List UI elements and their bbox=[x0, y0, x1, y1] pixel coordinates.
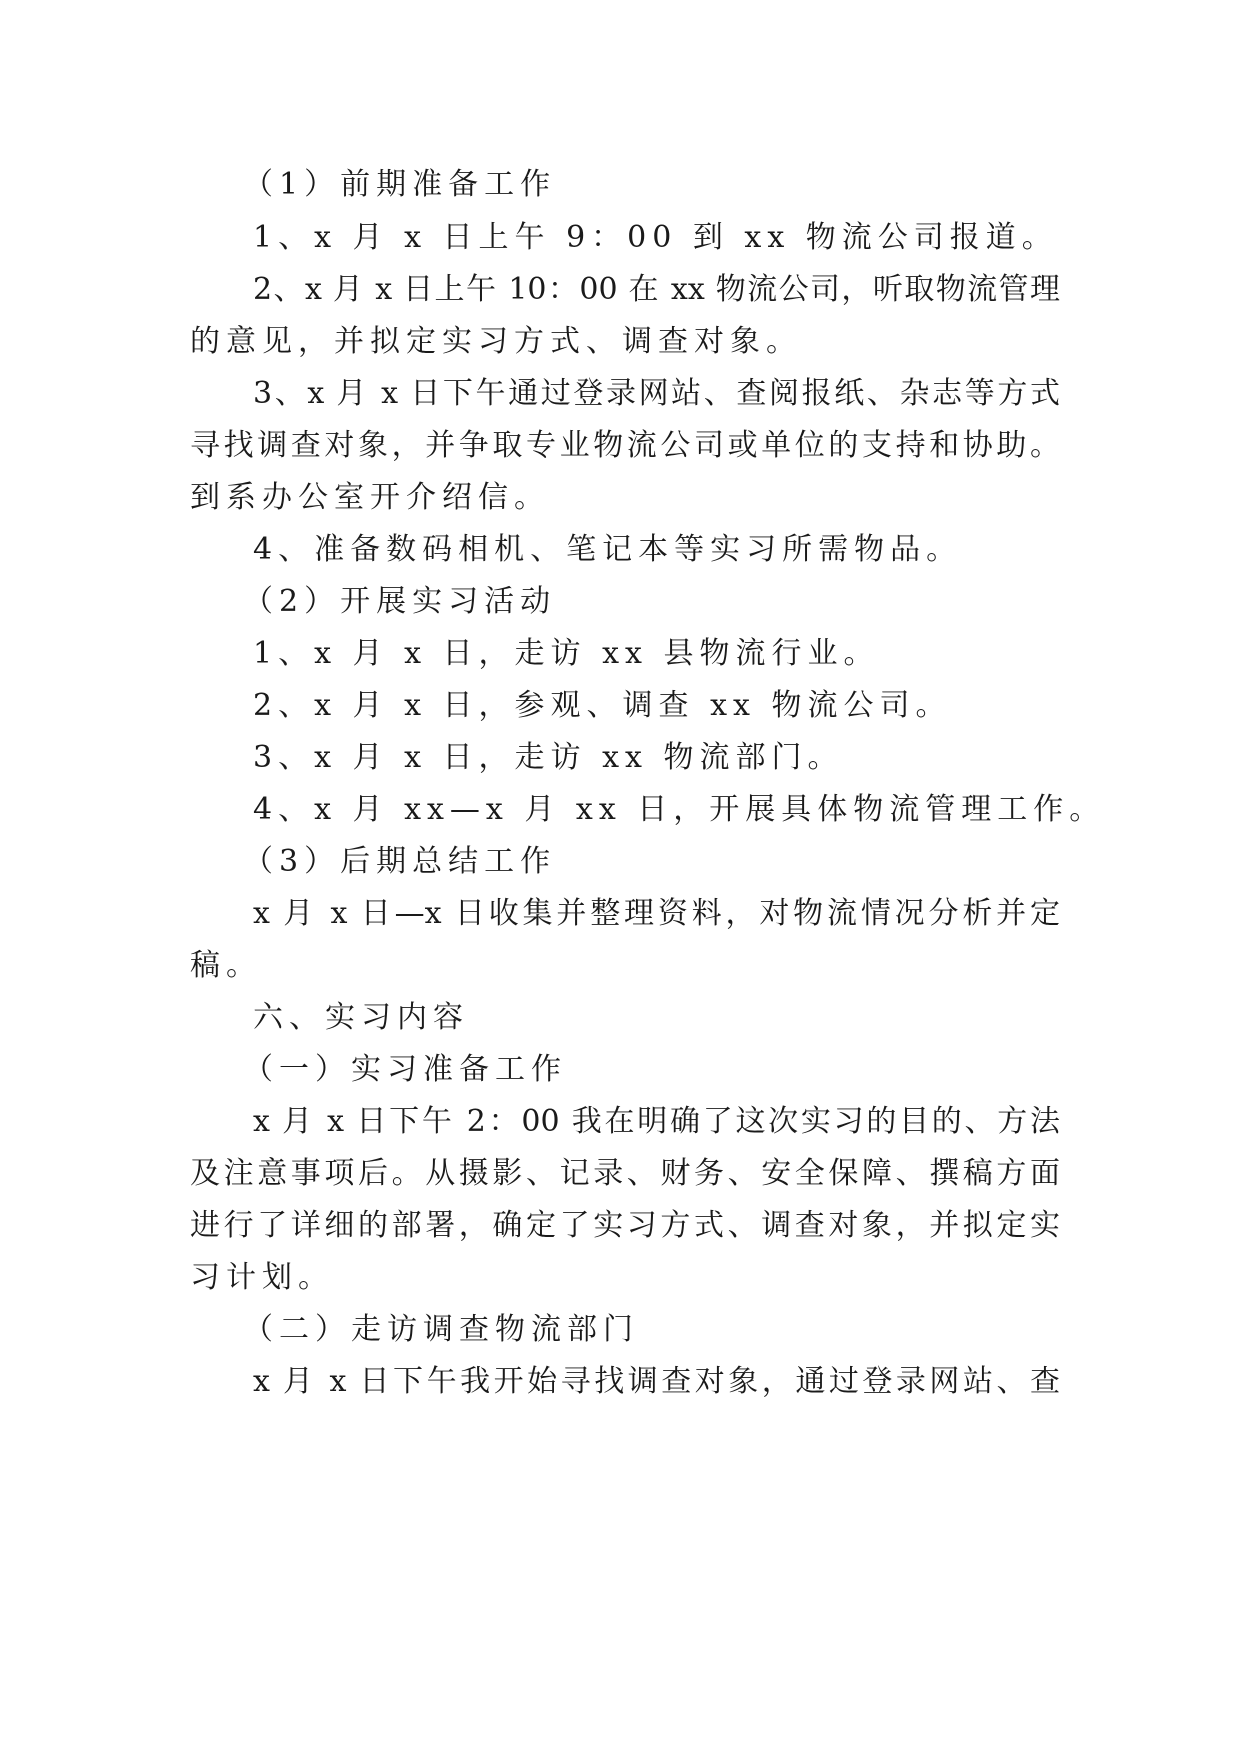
paragraph-line: 寻找调查对象，并争取专业物流公司或单位的支持和协助。 bbox=[190, 428, 1060, 463]
paragraph-line: x 月 x 日下午 2：00 我在明确了这次实习的目的、方法 bbox=[253, 1104, 1060, 1139]
heading-early-preparation: （1）前期准备工作 bbox=[243, 167, 557, 202]
paragraph-line: 3、x 月 x 日，走访 xx 物流部门。 bbox=[253, 740, 844, 775]
paragraph-line: x 月 x 日下午我开始寻找调查对象，通过登录网站、查 bbox=[253, 1364, 1060, 1399]
paragraph-line: 进行了详细的部署，确定了实习方式、调查对象，并拟定实 bbox=[190, 1208, 1060, 1243]
paragraph-line: 2、x 月 x 日，参观、调查 xx 物流公司。 bbox=[253, 688, 952, 723]
paragraph-line: 的意见，并拟定实习方式、调查对象。 bbox=[190, 324, 802, 359]
paragraph-line: 及注意事项后。从摄影、记录、财务、安全保障、撰稿方面 bbox=[190, 1156, 1060, 1191]
heading-internship-activities: （2）开展实习活动 bbox=[243, 584, 557, 619]
paragraph-line: 稿。 bbox=[190, 948, 262, 983]
paragraph-line: 1、x 月 x 日上午 9：00 到 xx 物流公司报道。 bbox=[253, 220, 1058, 255]
heading-later-summary: （3）后期总结工作 bbox=[243, 844, 557, 879]
paragraph-line: 3、x 月 x 日下午通过登录网站、查阅报纸、杂志等方式 bbox=[253, 376, 1060, 411]
paragraph-line: 习计划。 bbox=[190, 1260, 334, 1295]
heading-visit-logistics-dept: （二）走访调查物流部门 bbox=[243, 1312, 639, 1347]
paragraph-line: 1、x 月 x 日，走访 xx 县物流行业。 bbox=[253, 636, 880, 671]
heading-internship-preparation: （一）实习准备工作 bbox=[243, 1052, 567, 1087]
paragraph-line: 2、x 月 x 日上午 10：00 在 xx 物流公司，听取物流管理 bbox=[253, 272, 1060, 307]
paragraph-line: 4、x 月 xx—x 月 xx 日，开展具体物流管理工作。 bbox=[253, 792, 1106, 827]
paragraph-line: 4、准备数码相机、笔记本等实习所需物品。 bbox=[253, 532, 963, 567]
paragraph-line: 到系办公室开介绍信。 bbox=[190, 480, 550, 515]
section-heading-internship-content: 六、实习内容 bbox=[253, 1000, 469, 1035]
paragraph-line: x 月 x 日—x 日收集并整理资料，对物流情况分析并定 bbox=[253, 896, 1060, 931]
